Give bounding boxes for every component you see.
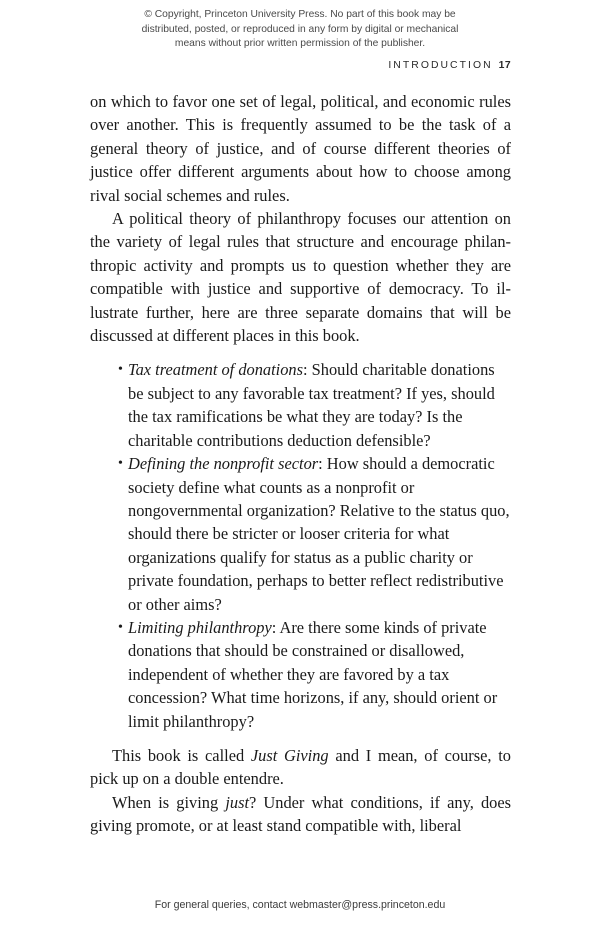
book-title: Just Giving [250,745,329,765]
bullet-icon: • [118,362,123,378]
body-text-column [90,90,511,838]
list-item [90,358,511,452]
list-item [90,452,511,616]
paragraph-political-theory: A political theory of philanthropy focuses our attention on the variety of legal rules that structure and encourage philanthropic activity and prompts us to question whether they are compatible with justice and supportive of democracy. To illustrate further, here are three separate domains that will be discussed at different places in this book. [90,209,511,346]
bullet-icon: • [118,456,123,472]
copyright-notice [0,8,600,52]
page-number: 17 [498,60,511,71]
paragraph-book-title-before: This book is called [112,745,251,765]
list-item-lead-in: Limiting philanthropy [128,617,272,637]
footer-query-line: For general queries, contact webmaster@press.princeton.edu [154,899,446,911]
paragraph-book-title [90,744,511,791]
paragraph-book-title-after: and I mean, of course, to pick up on a double entendre. [90,745,511,789]
list-item-text: : How should a democratic society define what counts as a nonprofit or nongovernmental organization? Relative to the status quo, should there be stricter or looser criteria for what organizations qualify for status as a public charity or private foundation, perhaps to better reflect redistributive or other aims? [128,454,510,614]
paragraph-giving-after: ? Under what conditions, if any, does giving promote, or at least stand compatible with, liberal [90,792,511,836]
copyright-line-3: means without prior written permission of the publisher. [174,38,426,50]
copyright-line-2: distributed, posted, or reproduced in any form by digital or mechanical [141,23,459,35]
running-head [90,60,511,71]
list-item [90,616,511,733]
copyright-line-1: © Copyright, Princeton University Press. No part of this book may be [144,9,456,20]
list-item-text: : Are there some kinds of private donations that should be constrained or disallowed, independent of whether they are favored by a tax concession? What time horizons, if any, should orient or limit philanthropy? [128,617,498,731]
list-item-lead-in: Tax treatment of donations [128,360,303,380]
running-head-chapter-title: INTRODUCTION [388,60,493,71]
emphasis-just: just [225,792,250,812]
list-item-text: : Should charitable donations be subject to any favorable tax treatment? If yes, should the tax ramifications be what they are today? Is the charitable contributions deduction defensible? [128,360,495,450]
paragraph-giving-before: When is giving [112,792,226,812]
domains-list [90,358,511,733]
bullet-icon: • [118,619,123,635]
list-item-lead-in: Defining the nonprofit sector [128,454,319,474]
paragraph-continuation: on which to favor one set of legal, political, and economic rules over another. This is frequently assumed to be the task of a general theory of justice, and of course different theories of justice offer different arguments about how to choose among rival social schemes and rules. [90,92,511,205]
paragraph-when-is-giving-just [90,791,511,838]
